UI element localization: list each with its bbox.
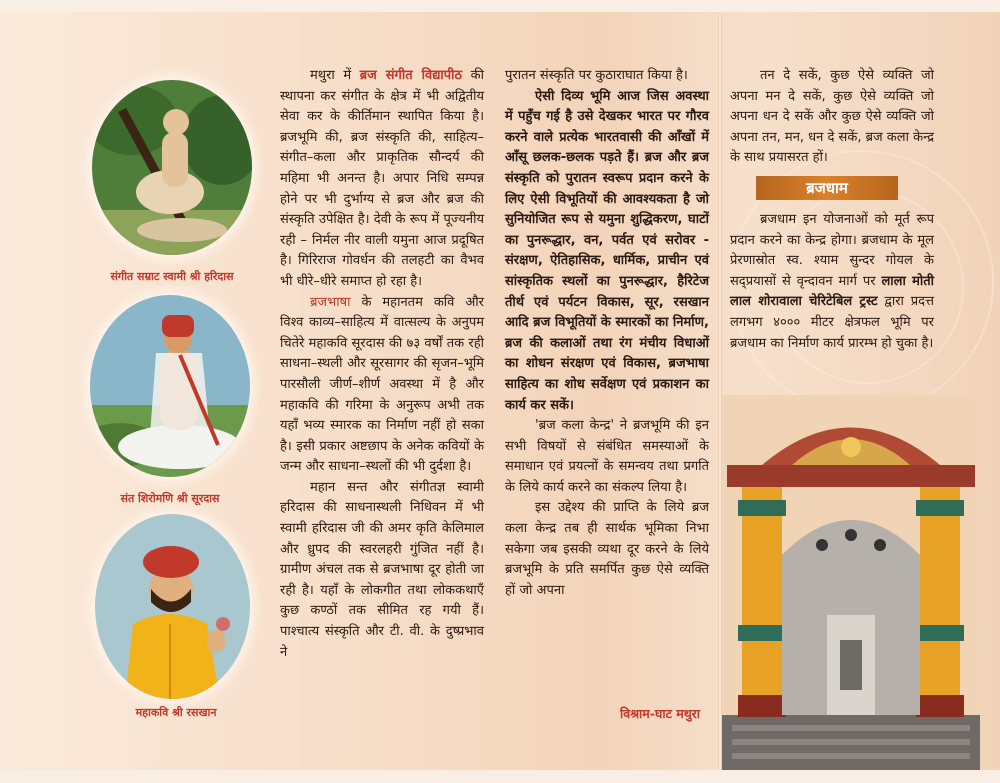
paragraph-bold: ऐसी दिव्य भूमि आज जिस अवस्था में पहुँच गई है उसे देखकर भारत पर गौरव करने वाले प्रत्येक भारतवासी की आँखों में आँसू छलक-छलक पड़ते हैं। ब्रज और ब्रज संस्कृति को पुरातन स्वरूप प्रदान करने के लिए ऐसी विभूतियों की आवश्यकता है जो सुनियोजित रूप से यमुना शुद्धिकरण, घाटों का पुनरूद्धार, वन, पर्वत एवं सरोवर - संरक्षण, ऐतिहासिक, धार्मिक, प्राचीन एवं सांस्कृतिक स्थलों का पुनरूद्धार, हैरिटेज तीर्थ एवं पर्यटन विकास, सूर, रसखान आदि ब्रज विभूतियों के स्मारकों का निर्माण, ब्रज की कलाओं तथा रंग मंचीय विधाओं का शोधन संरक्षण एवं विकास, ब्रजभाषा साहित्य का शोध सर्वेक्षण एवं प्रकाशन का कार्य कर सकें। (505, 88, 709, 413)
top-margin (0, 0, 1000, 12)
highlight-text: ब्रज संगीत विद्यापीठ (359, 68, 463, 83)
text-column-3 (730, 66, 934, 169)
paragraph: मथुरा में ब्रज संगीत विद्यापीठ की स्थापना कर संगीत के क्षेत्र में भी अद्वितीय सेवा कर के कीर्तिमान स्थापित किया है। ब्रजभूमि की, ब्रज संस्कृति की, साहित्य–संगीत–कला और प्राकृतिक सौन्दर्य की महिमा भी अनन्त है। अपार निधि सम्पन्न होने पर भी दुर्भाग्य से ब्रज और ब्रज की संस्कृति उपेक्षित है। देवी के रूप में पूज्यनीय रही – निर्मल नीर वाली यमुना आज प्रदूषित है। गिरिराज गोवर्धन की तलहटी का वैभव भी धीरे–धीरे समाप्त हो रहा है। (280, 68, 484, 289)
bottom-margin (0, 770, 1000, 783)
surdas-portrait (90, 295, 250, 477)
paragraph: महान सन्त और संगीतज्ञ स्वामी हरिदास की साधनास्थली निधिवन में भी स्वामी हरिदास जी की अमर कृति केलिमाल और ध्रुपद की स्वरलहरी गुंजित नहीं है। ग्रामीण अंचल तक से ब्रजभाषा दूर होती जा रही है। यहाँ के लोकगीत तथा लोककथाएँ कुछ कण्ठों तक सीमित रह गयी हैं। पाश्चात्य संस्कृति और टी. वी. के दुष्प्रभाव ने (280, 479, 484, 660)
signature-location: विश्राम-घाट मथुरा (620, 706, 701, 721)
text-column-3-lower (730, 210, 934, 354)
paragraph: पुरातन संस्कृति पर कुठाराघात किया है। (505, 68, 688, 83)
raskhan-caption: महाकवि श्री रसखान (135, 706, 217, 719)
highlight-text: ब्रजभाषा (310, 294, 351, 310)
paragraph: 'ब्रज कला केन्द्र' ने ब्रजभूमि की इन सभी विषयों से संबंधित समस्याओं के समाधान एवं प्रयत्नों के समन्वय तथा प्रगति के लिये कार्य करने का संकल्प लिया है। (505, 418, 709, 495)
text-column-1 (280, 66, 484, 663)
paragraph: इस उद्देश्य की प्राप्ति के लिये ब्रज कला केन्द्र तब ही सार्थक भूमिका निभा सकेगा जब इसकी व्यथा दूर करने के लिये ब्रजभूमि के प्रति समर्पित कुछ ऐसे व्यक्ति हों जो अपना (505, 500, 709, 598)
paragraph: ब्रजधाम इन योजनाओं को मूर्त रूप प्रदान करने का केन्द्र होगा। ब्रजधाम के मूल प्रेरणास्रोत स्व. श्याम सुन्दर गोयल के सद्प्रयासों से वृन्दावन मार्ग पर लाला मोती लाल शोरावाला चेरिटेबिल ट्रस्ट द्वारा प्रदत्त लगभग ४००० मीटर क्षेत्रफल भूमि पर ब्रजधाम का निर्माण कार्य प्रारम्भ हो चुका है। (730, 212, 935, 351)
temple-gate-photo (722, 395, 980, 770)
paragraph: ब्रजभाषा के महानतम कवि और विश्व काव्य–साहित्य में वात्सल्य के अनुपम चितेरे महाकवि सूरदास की ७३ वर्षों तक रही साधना–स्थली और सूरसागर की सृजन–भूमि पारसौली जीर्ण–शीर्ण अवस्था में है और महाकवि की गरिमा के अनुरूप अभी तक यहाँ भव्य स्मारक का निर्माण नहीं हो सका है। इसी प्रकार अष्टछाप के अनेक कवियों के जन्म और साधना–स्थलों की भी दुर्दशा है। (280, 294, 484, 475)
section-heading-brajdham: ब्रजधाम (756, 176, 898, 200)
surdas-caption: संत शिरोमणि श्री सूरदास (120, 492, 220, 505)
raskhan-portrait (95, 514, 250, 699)
text-column-2 (505, 66, 709, 601)
haridas-caption: संगीत सम्राट स्वामी श्री हरिदास (110, 270, 234, 283)
haridas-portrait (92, 80, 252, 255)
paragraph: तन दे सकें, कुछ ऐसे व्यक्ति जो अपना मन दे सकें, कुछ ऐसे व्यक्ति जो अपना धन दे सकें और कुछ ऐसे व्यक्ति जो अपना तन, मन, धन दे सकें, ब्रज कला केन्द्र के साथ प्रयासरत हों। (730, 68, 934, 166)
